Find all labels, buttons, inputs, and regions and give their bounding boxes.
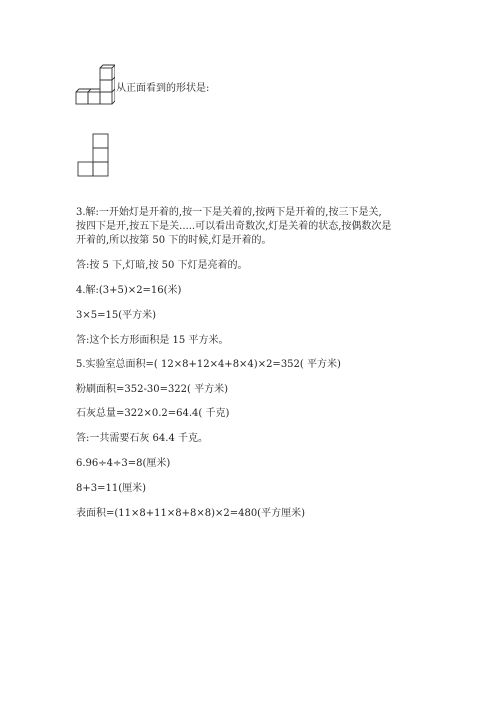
problem3-answer: 答:按 5 下,灯暗,按 50 下灯是亮着的。 bbox=[76, 260, 248, 271]
problem4-step2: 3×5=15(平方米) bbox=[76, 310, 157, 321]
problem5-step2: 粉刷面积=352-30=322( 平方米) bbox=[76, 384, 229, 395]
problem4-answer: 答:这个长方形面积是 15 平方米。 bbox=[76, 335, 229, 346]
problem3-line1: 3.解:一开始灯是开着的,按一下是关着的,按两下是开着的,按三下是关, bbox=[76, 207, 382, 218]
problem6-step1: 6.96÷4÷3=8(厘米) bbox=[76, 458, 171, 469]
problem5-step1: 5.实验室总面积=( 12×8+12×4+8×4)×2=352( 平方米) bbox=[76, 359, 341, 370]
problem5-answer: 答:一共需要石灰 64.4 千克。 bbox=[76, 433, 208, 444]
problem3-line2: 按四下是开,按五下是关.....可以看出奇数次,灯是关着的状态,按偶数次是 bbox=[76, 221, 392, 232]
cube-stack-3d-figure bbox=[75, 58, 115, 106]
problem3-line3: 开着的,所以按第 50 下的时候,灯是开着的。 bbox=[76, 235, 272, 246]
problem4-step1: 4.解:(3+5)×2=16(米) bbox=[76, 285, 182, 296]
problem5-step3: 石灰总量=322×0.2=64.4( 千克) bbox=[76, 408, 230, 419]
problem6-step2: 8+3=11(厘米) bbox=[76, 483, 147, 494]
front-view-label: 从正面看到的形状是: bbox=[116, 83, 210, 94]
front-view-shape-figure bbox=[76, 133, 110, 178]
problem6-step3: 表面积=(11×8+11×8+8×8)×2=480(平方厘米) bbox=[76, 508, 305, 519]
